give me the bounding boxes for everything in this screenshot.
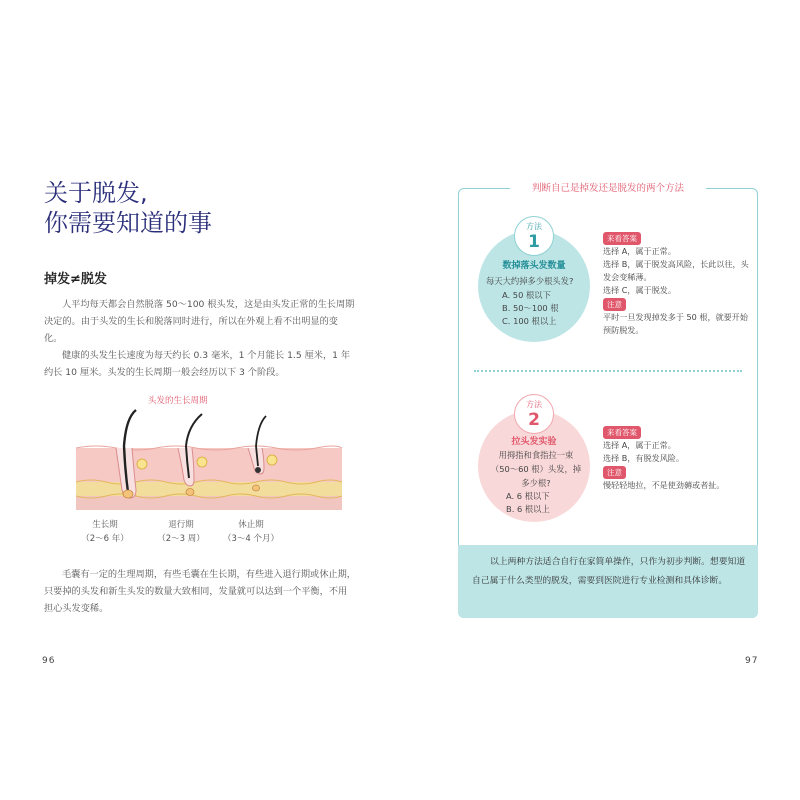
method-1-answer-b: 选择 B，属于脱发高风险，长此以往，头发会变稀薄。 bbox=[603, 259, 749, 282]
method-1-number: 1 bbox=[528, 232, 540, 252]
stage-telogen-name: 休止期 bbox=[238, 520, 264, 530]
method-2-answer-a: 选择 A，属于正常。 bbox=[603, 440, 676, 450]
sebaceous-gland bbox=[137, 459, 147, 469]
stage-catagen-duration: （2～3 周） bbox=[157, 534, 205, 544]
hair-growth-cycle-illustration bbox=[76, 406, 342, 516]
page-number-right: 97 bbox=[745, 656, 759, 666]
method-1-question: 每天大约掉多少根头发? bbox=[486, 276, 574, 286]
method-2-word: 方法 bbox=[526, 400, 542, 409]
paragraph-2: 健康的头发生长速度为每天约长 0.3 毫米，1 个月能长 1.5 厘米，1 年约长 10 厘米。头发的生长周期一般会经历以下 3 个阶段。 bbox=[44, 350, 351, 378]
method-2-option-b: B. 6 根以上 bbox=[506, 504, 550, 514]
stage-catagen-name: 退行期 bbox=[168, 520, 194, 530]
method-1-option-c: C. 100 根以上 bbox=[502, 316, 557, 326]
page-number-left: 96 bbox=[42, 656, 56, 666]
hair-strand-growth bbox=[124, 410, 136, 446]
stage-catagen bbox=[146, 518, 216, 546]
method-1-option-b: B. 50～100 根 bbox=[502, 303, 559, 313]
hair-bulb bbox=[123, 490, 133, 498]
method-1-option-a: A. 50 根以下 bbox=[502, 290, 551, 300]
page-title bbox=[44, 178, 212, 238]
stage-telogen-duration: （3～4 个月） bbox=[222, 534, 280, 544]
diagram-title: 头发的生长周期 bbox=[148, 396, 208, 406]
method-1-tag bbox=[514, 216, 554, 256]
method-2-tag bbox=[514, 394, 554, 434]
method-1-name: 数掉落头发数量 bbox=[502, 261, 566, 271]
method-2-note: 慢轻轻地拉，不是使劲薅或者扯。 bbox=[603, 480, 725, 490]
stage-growth-name: 生长期 bbox=[92, 520, 118, 530]
method-1-answer-c: 选择 C，属于脱发。 bbox=[603, 285, 676, 295]
method-1-answer-a: 选择 A，属于正常。 bbox=[603, 246, 676, 256]
paragraph-3: 毛囊有一定的生理周期，有些毛囊在生长期，有些进入退行期或休止期，只要掉的头发和新生头发的数量大致相同，发量就可以达到一个平衡，不用担心头发变稀。 bbox=[44, 569, 356, 614]
section-divider bbox=[474, 370, 742, 372]
method-2-note-badge: 注意 bbox=[603, 466, 626, 479]
hair-strand-catagen bbox=[186, 414, 202, 446]
method-1-note: 平时一旦发现掉发多于 50 根，就要开始预防脱发。 bbox=[603, 312, 748, 335]
hair-strand-telogen bbox=[256, 416, 266, 446]
method-2-name: 拉头发实验 bbox=[511, 437, 557, 447]
stage-telogen bbox=[216, 518, 286, 546]
section-heading: 掉发≠脱发 bbox=[44, 272, 107, 287]
method-2-answer-b: 选择 B，有脱发风险。 bbox=[603, 453, 684, 463]
dermis-layer bbox=[76, 448, 342, 482]
title-line-2: 你需要知道的事 bbox=[44, 209, 212, 237]
method-2-number: 2 bbox=[528, 410, 540, 430]
method-1-answer-badge: 来看答案 bbox=[603, 232, 641, 245]
stage-growth-duration: （2～6 年） bbox=[81, 534, 129, 544]
stage-growth bbox=[70, 518, 140, 546]
method-2-answer-badge: 来看答案 bbox=[603, 426, 641, 439]
paragraph-1: 人平均每天都会自然脱落 50～100 根头发，这是由头发正常的生长周期决定的。由于头发的生长和脱落同时进行，所以在外观上看不出明显的变化。 bbox=[44, 299, 355, 344]
method-1-note-badge: 注意 bbox=[603, 298, 626, 311]
method-1-word: 方法 bbox=[526, 222, 542, 231]
panel-title: 判断自己是掉发还是脱发的两个方法 bbox=[510, 180, 706, 194]
method-2-question: 用拇指和食指拉一束（50～60 根）头发，掉多少根? bbox=[490, 450, 582, 488]
summary-text: 以上两种方法适合自行在家简单操作，只作为初步判断。想要知道自己属于什么类型的脱发，需要到医院进行专业检测和具体诊断。 bbox=[472, 557, 746, 586]
method-2-option-a: A. 6 根以下 bbox=[506, 491, 550, 501]
title-line-1: 关于脱发, bbox=[44, 179, 148, 207]
